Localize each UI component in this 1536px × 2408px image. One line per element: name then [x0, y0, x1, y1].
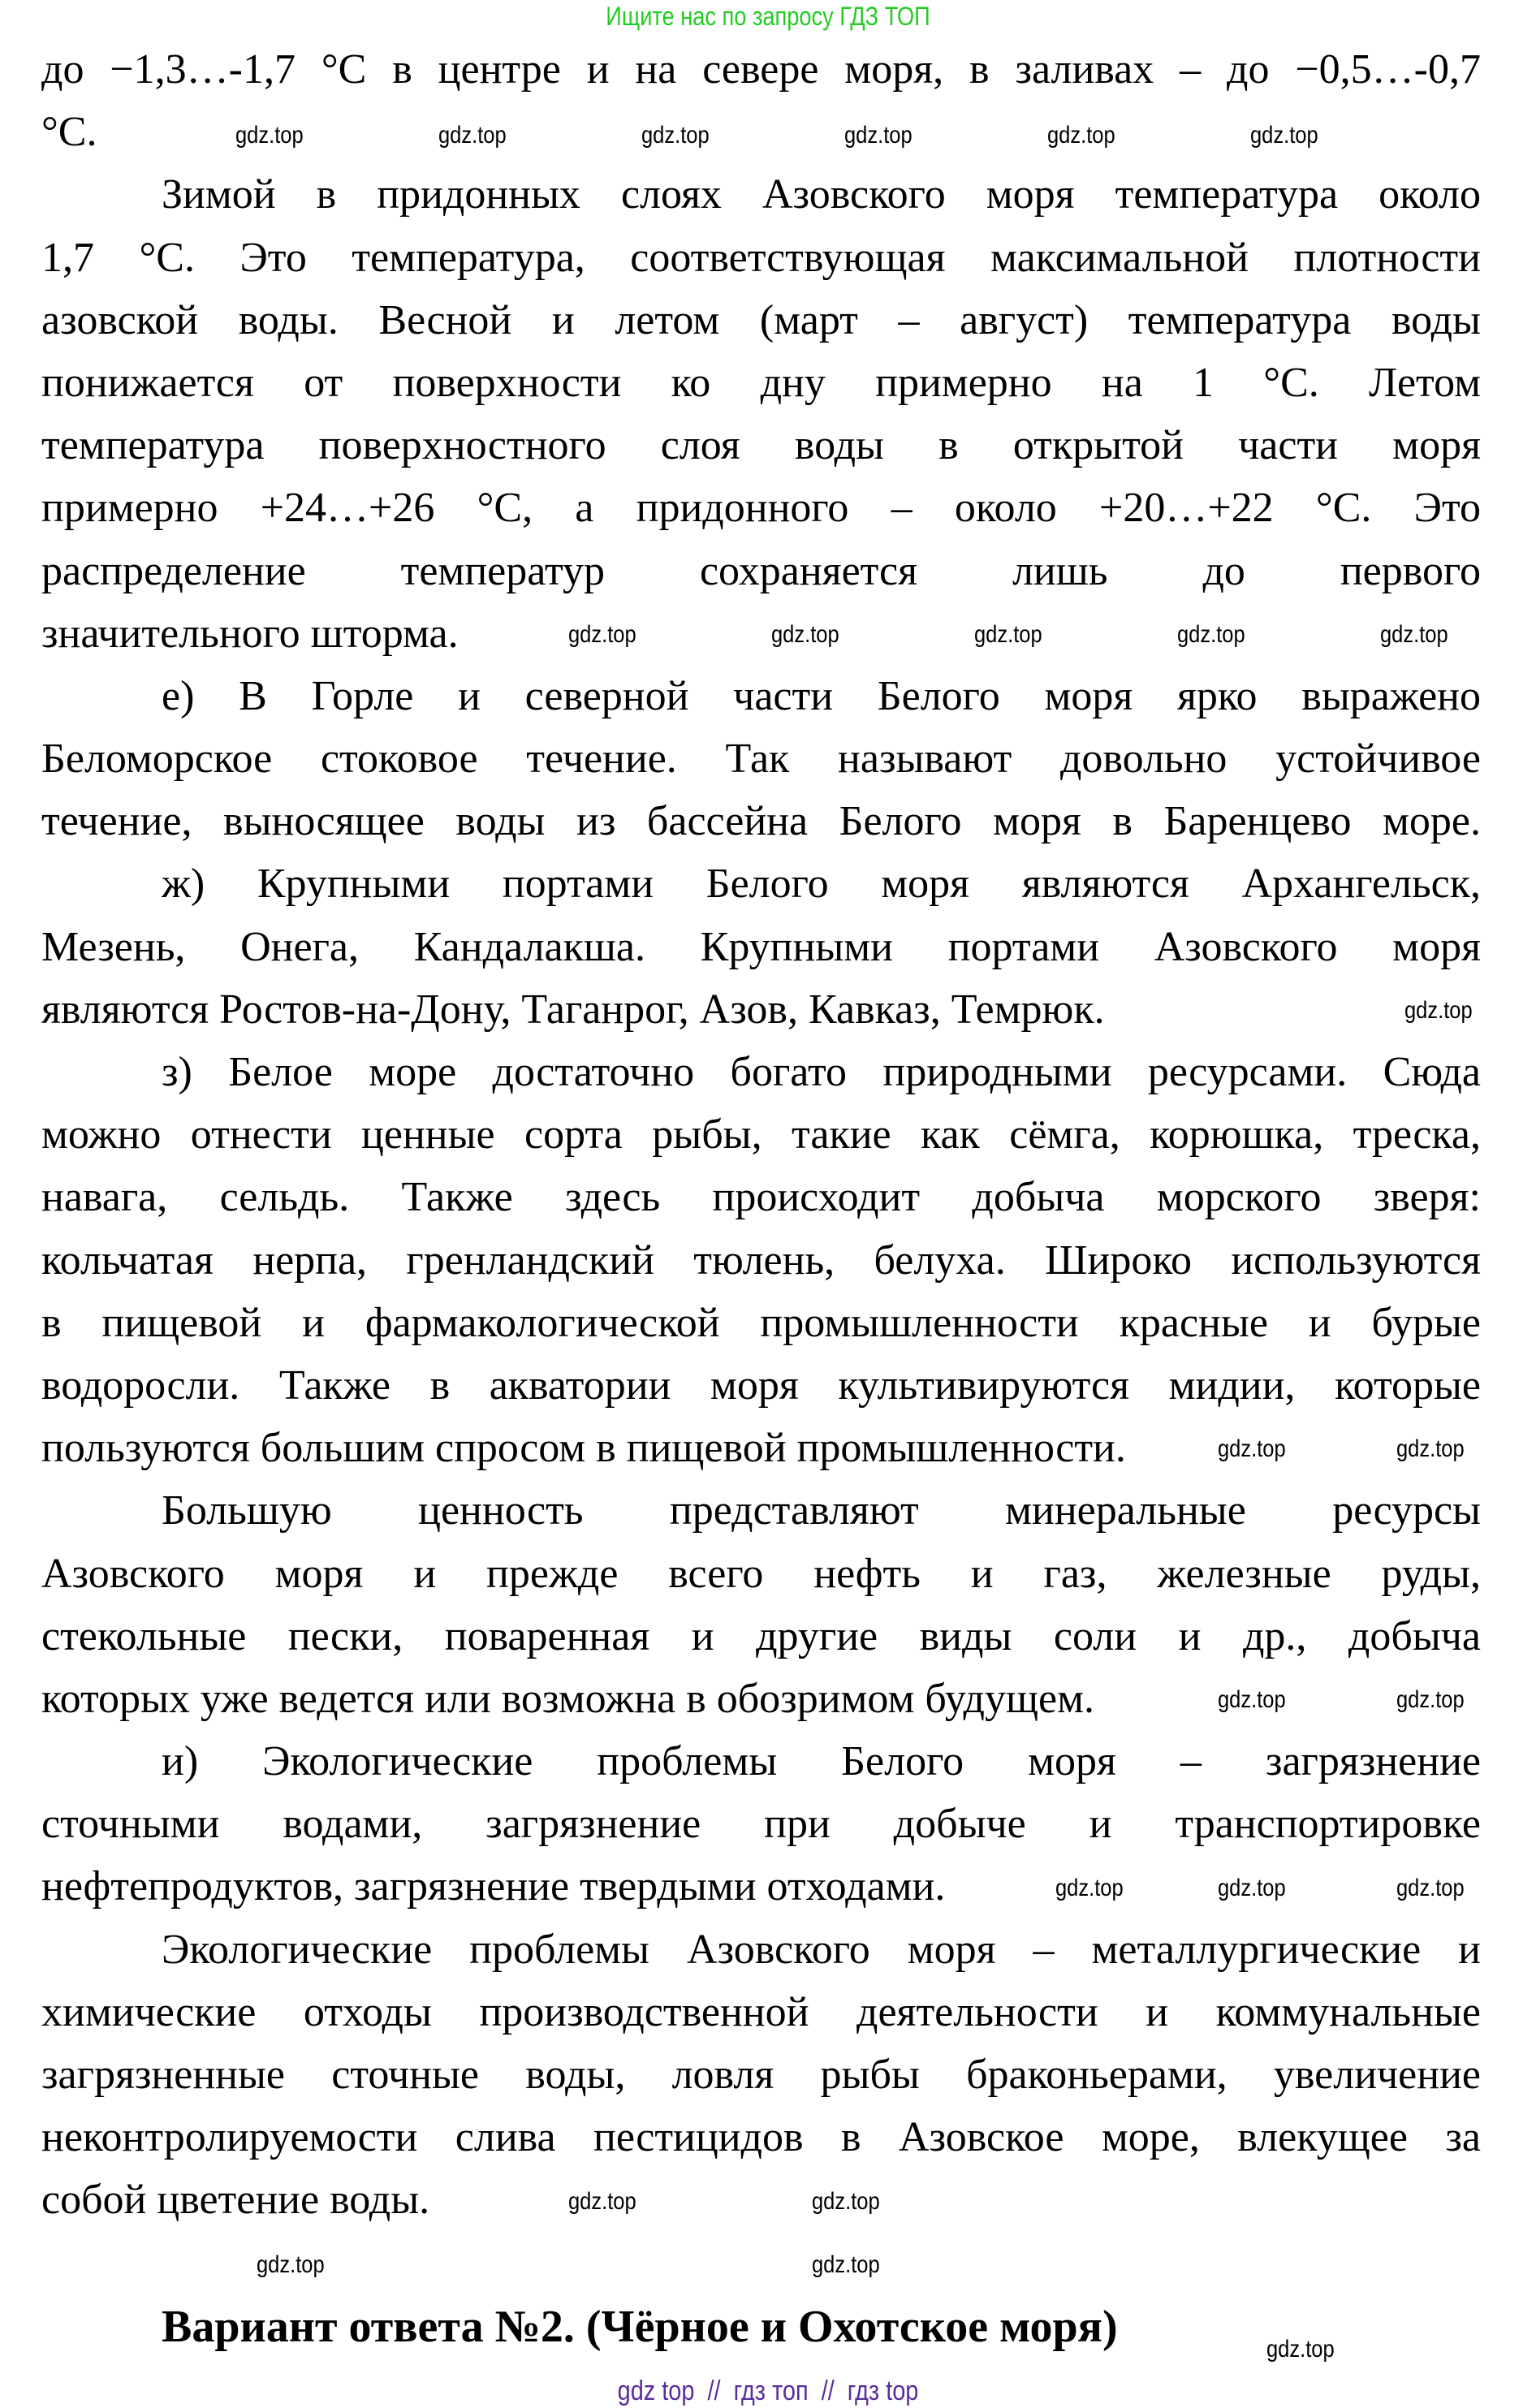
text-line: Экологические проблемы Азовского моря – металлургические и — [162, 1926, 1481, 1973]
text-line: и) Экологические проблемы Белого моря – загрязнение — [162, 1738, 1481, 1785]
text-line: е) В Горле и северной части Белого моря ярко выражено — [162, 672, 1481, 719]
watermark: gdz.top — [812, 2251, 880, 2278]
answer-text — [41, 38, 1481, 2232]
watermark: gdz.top — [235, 122, 304, 149]
text-line: примерно +24…+26 °С, а придонного – около +20…+22 °С. Это — [41, 485, 1481, 532]
watermark: gdz.top — [1250, 122, 1318, 149]
watermark: gdz.top — [568, 2188, 636, 2215]
footer-links[interactable]: gdz top // гдз топ // гдз top — [617, 2376, 919, 2406]
text-line: пользуются большим спросом в пищевой промышленности. — [41, 1425, 1126, 1472]
text-line: азовской воды. Весной и летом (март – август) температура воды — [41, 296, 1481, 343]
watermark: gdz.top — [974, 621, 1042, 648]
text-line: неконтролируемости слива пестицидов в Азовское море, влекущее за — [41, 2114, 1481, 2161]
text-line: з) Белое море достаточно богато природными ресурсами. Сюда — [162, 1049, 1481, 1095]
text-line: сточными водами, загрязнение при добыче и транспортировке — [41, 1801, 1481, 1848]
text-line: водоросли. Также в акватории моря культивируются мидии, которые — [41, 1362, 1481, 1409]
watermark: gdz.top — [1266, 2336, 1335, 2363]
text-line: 1,7 °С. Это температура, соответствующая максимальной плотности — [41, 234, 1481, 281]
text-line: являются Ростов-на-Дону, Таганрог, Азов, Кавказ, Темрюк. — [41, 986, 1105, 1033]
text-line: в пищевой и фармакологической промышленности красные и бурые — [41, 1299, 1481, 1346]
text-line: значительного шторма. — [41, 610, 459, 657]
watermark: gdz.top — [771, 621, 839, 648]
text-line: Большую ценность представляют минеральные ресурсы — [162, 1487, 1481, 1534]
text-line: распределение температур сохраняется лишь до первого — [41, 547, 1481, 594]
text-line: Зимой в придонных слоях Азовского моря температура около — [162, 171, 1481, 218]
watermark: gdz.top — [1055, 1875, 1124, 1901]
text-line: Беломорское стоковое течение. Так называют довольно устойчивое — [41, 736, 1481, 783]
watermark: gdz.top — [1218, 1435, 1286, 1462]
text-line: понижается от поверхности ко дну примерно на 1 °С. Летом — [41, 359, 1481, 406]
text-line: Азовского моря и прежде всего нефть и газ, железные руды, — [41, 1550, 1481, 1597]
text-line: течение, выносящее воды из бассейна Белого моря в Баренцево море. — [41, 798, 1481, 845]
watermark: gdz.top — [438, 122, 507, 149]
text-line: ж) Крупными портами Белого моря являются Архангельск, — [162, 861, 1481, 908]
text-line: температура поверхностного слоя воды в открытой части моря — [41, 422, 1481, 469]
watermark: gdz.top — [568, 621, 636, 648]
watermark: gdz.top — [1218, 1686, 1286, 1713]
watermark: gdz.top — [812, 2188, 880, 2215]
watermark: gdz.top — [257, 2251, 325, 2278]
watermark: gdz.top — [1177, 621, 1245, 648]
text-line: собой цветение воды. — [41, 2177, 430, 2224]
text-line: можно отнести ценные сорта рыбы, такие как сёмга, корюшка, треска, — [41, 1111, 1481, 1159]
text-line: °С. — [41, 109, 97, 156]
text-line: химические отходы производственной деятельности и коммунальные — [41, 1988, 1481, 2035]
text-line: стекольные пески, поваренная и другие виды соли и др., добыча — [41, 1612, 1481, 1659]
watermark: gdz.top — [1047, 122, 1115, 149]
text-line: до −1,3…-1,7 °С в центре и на севере моря, в заливах – до −0,5…-0,7 — [41, 46, 1481, 93]
text-line: Мезень, Онега, Кандалакша. Крупными портами Азовского моря — [41, 923, 1481, 970]
text-line: навага, сельдь. Также здесь происходит добыча морского зверя: — [41, 1174, 1481, 1221]
text-line: которых уже ведется или возможна в обозримом будущем. — [41, 1675, 1095, 1722]
text-line: нефтепродуктов, загрязнение твердыми отходами. — [41, 1863, 946, 1910]
watermark: gdz.top — [1404, 997, 1473, 1024]
watermark: gdz.top — [641, 122, 710, 149]
watermark: gdz.top — [1396, 1435, 1465, 1462]
watermark: gdz.top — [1218, 1875, 1286, 1901]
text-line: загрязненные сточные воды, ловля рыбы браконьерами, увеличение — [41, 2052, 1481, 2098]
search-banner: Ищите нас по запросу ГДЗ ТОП — [606, 2, 930, 31]
section-heading: Вариант ответа №2. (Чёрное и Охотское моря) — [162, 2302, 1118, 2352]
watermark: gdz.top — [1396, 1686, 1465, 1713]
watermark: gdz.top — [1396, 1875, 1465, 1901]
text-line: кольчатая нерпа, гренландский тюлень, белуха. Широко используются — [41, 1236, 1481, 1284]
watermark: gdz.top — [844, 122, 913, 149]
watermark: gdz.top — [1380, 621, 1448, 648]
